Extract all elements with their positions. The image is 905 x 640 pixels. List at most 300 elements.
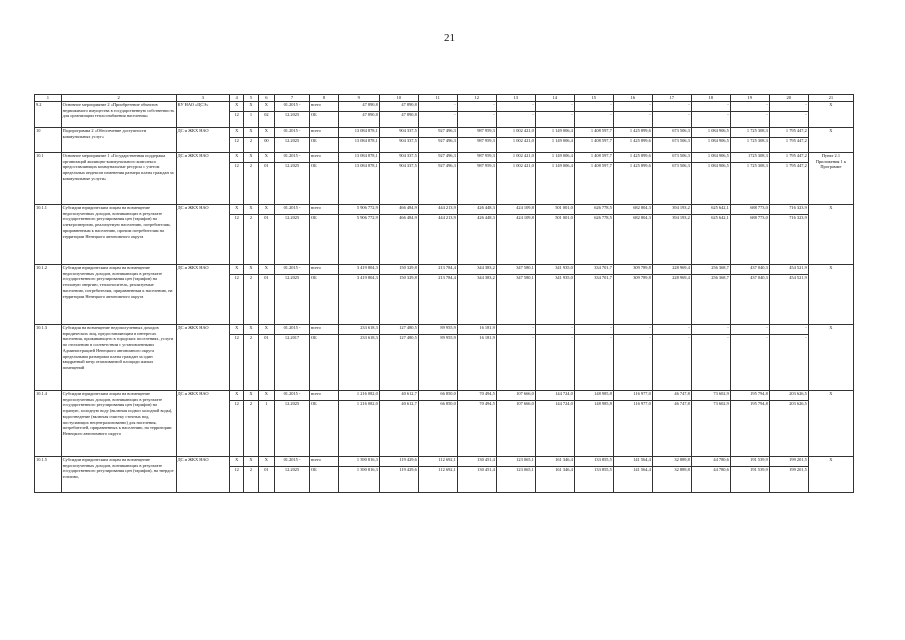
amount-cell: 5 906 772,9 bbox=[338, 204, 379, 214]
amount-cell: - bbox=[613, 334, 652, 390]
amount-cell: - bbox=[652, 101, 691, 111]
column-number: 17 bbox=[652, 95, 691, 102]
period: 12.2025 bbox=[275, 111, 310, 127]
amount-cell: 424 109,8 bbox=[496, 214, 535, 264]
amount-cell: - bbox=[691, 111, 730, 127]
amount-cell: 501 001,0 bbox=[535, 214, 574, 264]
note: Пункт 2.1 Приложения 1 к Программе bbox=[808, 152, 853, 204]
period: 01.2015 - bbox=[275, 152, 310, 162]
amount-cell: 437 040,3 bbox=[730, 274, 769, 324]
amount-cell: 987 959,3 bbox=[457, 152, 496, 162]
code-field-6: X bbox=[258, 204, 274, 214]
page-number: 21 bbox=[444, 32, 455, 44]
amount-cell: 256 368,7 bbox=[691, 264, 730, 274]
amount-cell: 1 390 816,3 bbox=[338, 456, 379, 466]
code-field-4: 12 bbox=[229, 334, 243, 390]
funding-source: ОБ bbox=[309, 214, 338, 264]
amount-cell: 454 521,9 bbox=[769, 274, 808, 324]
code-field-5: 2 bbox=[244, 274, 258, 324]
amount-cell: - bbox=[496, 101, 535, 111]
amount-cell: 199 201,5 bbox=[769, 466, 808, 492]
period: 01.2015 - bbox=[275, 324, 310, 334]
period: 01.2015 - bbox=[275, 456, 310, 466]
column-number: 1 bbox=[35, 95, 62, 102]
table-row bbox=[35, 264, 854, 274]
amount-cell: 625 642,1 bbox=[691, 204, 730, 214]
amount-cell: - bbox=[730, 101, 769, 111]
amount-cell: 199 201,5 bbox=[769, 456, 808, 466]
code-field-4: 12 bbox=[229, 162, 243, 204]
item-code: 10 bbox=[35, 127, 62, 152]
amount-cell: 309 789,8 bbox=[613, 264, 652, 274]
amount-cell: 1 084 906,5 bbox=[691, 162, 730, 204]
amount-cell: 904 337,5 bbox=[379, 162, 418, 204]
amount-cell: 1 084 906,5 bbox=[691, 127, 730, 137]
code-field-6: 01 bbox=[258, 214, 274, 264]
amount-cell: - bbox=[652, 324, 691, 334]
code-field-5: 1 bbox=[244, 111, 258, 127]
column-number: 14 bbox=[535, 95, 574, 102]
column-number: 6 bbox=[258, 95, 274, 102]
amount-cell: 40 612,7 bbox=[379, 400, 418, 456]
code-field-4: 12 bbox=[229, 466, 243, 492]
amount-cell: - bbox=[535, 324, 574, 334]
amount-cell: 89 955,9 bbox=[418, 324, 457, 334]
amount-cell: 150 329,8 bbox=[379, 274, 418, 324]
column-number: 21 bbox=[808, 95, 853, 102]
amount-cell: 73 602,9 bbox=[691, 400, 730, 456]
code-field-5: 2 bbox=[244, 400, 258, 456]
code-field-4: X bbox=[229, 127, 243, 137]
code-field-5: 2 bbox=[244, 466, 258, 492]
period: 01.2015 - bbox=[275, 204, 310, 214]
amount-cell: 1 408 597,7 bbox=[574, 162, 613, 204]
amount-cell: 987 959,3 bbox=[457, 162, 496, 204]
funding-source: ОБ bbox=[309, 111, 338, 127]
code-field-6: X bbox=[258, 324, 274, 334]
amount-cell: - bbox=[535, 101, 574, 111]
code-field-6: X bbox=[258, 101, 274, 111]
amount-cell: 70 494,5 bbox=[457, 400, 496, 456]
amount-cell: 673 506,3 bbox=[652, 127, 691, 137]
amount-cell: 1 795 447,2 bbox=[769, 137, 808, 152]
amount-cell: - bbox=[496, 324, 535, 334]
note: X bbox=[808, 324, 853, 390]
amount-cell: 141 564,4 bbox=[613, 466, 652, 492]
amount-cell: 1725 308,3 bbox=[730, 152, 769, 162]
amount-cell: 119 429,6 bbox=[379, 466, 418, 492]
amount-cell: 107 666,0 bbox=[496, 400, 535, 456]
code-field-4: X bbox=[229, 204, 243, 214]
amount-cell: 347 580,1 bbox=[496, 274, 535, 324]
note: X bbox=[808, 390, 853, 456]
amount-cell: 150 329,8 bbox=[379, 264, 418, 274]
amount-cell: - bbox=[535, 334, 574, 390]
amount-cell: 1 390 816,3 bbox=[338, 466, 379, 492]
code-field-5: X bbox=[244, 152, 258, 162]
code-field-5: 2 bbox=[244, 214, 258, 264]
amount-cell: 1 795 447,2 bbox=[769, 152, 808, 162]
amount-cell: - bbox=[652, 111, 691, 127]
executor: КУ НАО «ЦСЭ» bbox=[176, 101, 229, 127]
amount-cell: 1 002 421,0 bbox=[496, 162, 535, 204]
note: X bbox=[808, 264, 853, 324]
amount-cell: 1 216 082,0 bbox=[338, 390, 379, 400]
amount-cell: - bbox=[496, 111, 535, 127]
code-field-6: X bbox=[258, 152, 274, 162]
table-row bbox=[35, 204, 854, 214]
amount-cell: 626 778,5 bbox=[574, 204, 613, 214]
code-field-5: 2 bbox=[244, 334, 258, 390]
amount-cell: 1 408 597,7 bbox=[574, 127, 613, 137]
amount-cell: 116 977,0 bbox=[613, 400, 652, 456]
item-code: 10.1 bbox=[35, 152, 62, 204]
amount-cell: 141 564,4 bbox=[613, 456, 652, 466]
period: 12.2025 bbox=[275, 137, 310, 152]
code-field-4: X bbox=[229, 456, 243, 466]
item-name: Субсидии юридическим лицам на возмещение недополученных доходов, возникающих в результате государственного регулирования цен (тарифов), на твердое топливо, bbox=[61, 456, 176, 492]
amount-cell: 682 804,3 bbox=[613, 204, 652, 214]
amount-cell: 1 149 006,4 bbox=[535, 127, 574, 137]
amount-cell: 341 935,0 bbox=[535, 274, 574, 324]
amount-cell: 927 496,3 bbox=[418, 137, 457, 152]
code-field-4: 12 bbox=[229, 111, 243, 127]
amount-cell: 309 789,8 bbox=[613, 274, 652, 324]
amount-cell: - bbox=[691, 101, 730, 111]
amount-cell: 1 149 006,4 bbox=[535, 152, 574, 162]
amount-cell: - bbox=[535, 111, 574, 127]
amount-cell: 191 539,9 bbox=[730, 466, 769, 492]
period: 12.2025 bbox=[275, 214, 310, 264]
item-name: Подпрограмма 2 «Обеспечение доступности коммунальных услуг» bbox=[61, 127, 176, 152]
amount-cell: 426 448,3 bbox=[457, 204, 496, 214]
amount-cell: - bbox=[574, 101, 613, 111]
amount-cell: - bbox=[730, 324, 769, 334]
amount-cell: 233 618,3 bbox=[338, 324, 379, 334]
amount-cell: 44 780,6 bbox=[691, 456, 730, 466]
item-code: 10.1.4 bbox=[35, 390, 62, 456]
executor: ДС и ЖКХ НАО bbox=[176, 127, 229, 152]
funding-source: всего bbox=[309, 101, 338, 111]
amount-cell: 1 149 006,4 bbox=[535, 162, 574, 204]
amount-cell: 213 784,4 bbox=[418, 274, 457, 324]
amount-cell: 195 794,8 bbox=[730, 390, 769, 400]
amount-cell: 47 890,8 bbox=[379, 111, 418, 127]
budget-table bbox=[34, 94, 854, 493]
amount-cell: 927 496,3 bbox=[418, 127, 457, 137]
amount-cell: - bbox=[730, 111, 769, 127]
column-number: 9 bbox=[338, 95, 379, 102]
item-code: 9.2 bbox=[35, 101, 62, 127]
amount-cell: - bbox=[496, 334, 535, 390]
amount-cell: 426 448,3 bbox=[457, 214, 496, 264]
column-number: 5 bbox=[244, 95, 258, 102]
amount-cell: 424 109,8 bbox=[496, 204, 535, 214]
amount-cell: 688 773,0 bbox=[730, 204, 769, 214]
amount-cell: - bbox=[418, 111, 457, 127]
amount-cell: 1 795 447,2 bbox=[769, 162, 808, 204]
column-number: 8 bbox=[309, 95, 338, 102]
amount-cell: 347 580,1 bbox=[496, 264, 535, 274]
code-field-5: X bbox=[244, 264, 258, 274]
code-field-4: X bbox=[229, 390, 243, 400]
column-number: 11 bbox=[418, 95, 457, 102]
funding-source: ОБ bbox=[309, 334, 338, 390]
amount-cell: 148 985,8 bbox=[574, 400, 613, 456]
amount-cell: 13 084 878,1 bbox=[338, 162, 379, 204]
column-number: 7 bbox=[275, 95, 310, 102]
code-field-6: 01 bbox=[258, 162, 274, 204]
amount-cell: 228 969,4 bbox=[652, 264, 691, 274]
amount-cell: 133 855,5 bbox=[574, 466, 613, 492]
amount-cell: 344 383,2 bbox=[457, 264, 496, 274]
amount-cell: - bbox=[769, 111, 808, 127]
amount-cell: 66 850,0 bbox=[418, 400, 457, 456]
amount-cell: 904 337,5 bbox=[379, 127, 418, 137]
amount-cell: 191 539,9 bbox=[730, 456, 769, 466]
amount-cell: 927 496,3 bbox=[418, 152, 457, 162]
amount-cell: 682 804,3 bbox=[613, 214, 652, 264]
amount-cell: 466 484,9 bbox=[379, 214, 418, 264]
executor: ДС и ЖКХ НАО bbox=[176, 390, 229, 456]
amount-cell: 127 480,5 bbox=[379, 334, 418, 390]
code-field-4: 12 bbox=[229, 274, 243, 324]
funding-source: всего bbox=[309, 264, 338, 274]
amount-cell: 112 692,1 bbox=[418, 456, 457, 466]
amount-cell: - bbox=[691, 324, 730, 334]
amount-cell: 112 692,1 bbox=[418, 466, 457, 492]
code-field-5: X bbox=[244, 390, 258, 400]
table-row bbox=[35, 324, 854, 334]
code-field-4: X bbox=[229, 152, 243, 162]
period: 01.2015 - bbox=[275, 101, 310, 111]
amount-cell: 437 040,3 bbox=[730, 264, 769, 274]
amount-cell: 673 506,3 bbox=[652, 137, 691, 152]
amount-cell: 344 383,2 bbox=[457, 274, 496, 324]
amount-cell: 334 701,7 bbox=[574, 274, 613, 324]
amount-cell: 233 618,3 bbox=[338, 334, 379, 390]
amount-cell: 394 193,2 bbox=[652, 214, 691, 264]
note: X bbox=[808, 456, 853, 492]
amount-cell: - bbox=[574, 334, 613, 390]
funding-source: всего bbox=[309, 456, 338, 466]
amount-cell: 40 612,7 bbox=[379, 390, 418, 400]
amount-cell: 3 419 804,3 bbox=[338, 274, 379, 324]
amount-cell: 203 626,5 bbox=[769, 390, 808, 400]
amount-cell: 716 323,9 bbox=[769, 214, 808, 264]
amount-cell: 44 780,6 bbox=[691, 466, 730, 492]
column-number: 13 bbox=[496, 95, 535, 102]
period: 12.2025 bbox=[275, 400, 310, 456]
column-number: 3 bbox=[176, 95, 229, 102]
amount-cell: 673 506,3 bbox=[652, 152, 691, 162]
code-field-4: X bbox=[229, 101, 243, 111]
amount-cell: - bbox=[769, 334, 808, 390]
amount-cell: 1 425 899,6 bbox=[613, 127, 652, 137]
amount-cell: 1 425 899,6 bbox=[613, 152, 652, 162]
code-field-6: X bbox=[258, 456, 274, 466]
amount-cell: 688 773,0 bbox=[730, 214, 769, 264]
amount-cell: 123 065,1 bbox=[496, 466, 535, 492]
code-field-4: X bbox=[229, 324, 243, 334]
column-number-row bbox=[35, 95, 854, 102]
amount-cell: 73 602,9 bbox=[691, 390, 730, 400]
column-number: 19 bbox=[730, 95, 769, 102]
amount-cell: 1 725 308,3 bbox=[730, 162, 769, 204]
amount-cell: - bbox=[574, 111, 613, 127]
code-field-6: X bbox=[258, 390, 274, 400]
amount-cell: 5 906 772,9 bbox=[338, 214, 379, 264]
period: 01.2015 - bbox=[275, 390, 310, 400]
amount-cell: 107 666,0 bbox=[496, 390, 535, 400]
amount-cell: - bbox=[691, 334, 730, 390]
amount-cell: 501 001,0 bbox=[535, 204, 574, 214]
amount-cell: 148 985,8 bbox=[574, 390, 613, 400]
amount-cell: - bbox=[769, 324, 808, 334]
amount-cell: - bbox=[730, 334, 769, 390]
executor: ДС и ЖКХ НАО bbox=[176, 204, 229, 264]
amount-cell: 1 084 906,5 bbox=[691, 152, 730, 162]
column-number: 12 bbox=[457, 95, 496, 102]
amount-cell: 716 323,9 bbox=[769, 204, 808, 214]
amount-cell: 987 959,3 bbox=[457, 127, 496, 137]
column-number: 20 bbox=[769, 95, 808, 102]
funding-source: всего bbox=[309, 324, 338, 334]
executor: ДС и ЖКХ НАО bbox=[176, 264, 229, 324]
amount-cell: 144 724,0 bbox=[535, 390, 574, 400]
amount-cell: - bbox=[613, 101, 652, 111]
amount-cell: - bbox=[457, 111, 496, 127]
note: X bbox=[808, 101, 853, 127]
amount-cell: 16 181,9 bbox=[457, 324, 496, 334]
period: 12.2025 bbox=[275, 162, 310, 204]
amount-cell: 626 778,5 bbox=[574, 214, 613, 264]
amount-cell: 116 977,0 bbox=[613, 390, 652, 400]
amount-cell: 203 626,5 bbox=[769, 400, 808, 456]
amount-cell: 13 084 878,1 bbox=[338, 137, 379, 152]
funding-source: ОБ bbox=[309, 162, 338, 204]
item-code: 10.1.3 bbox=[35, 324, 62, 390]
column-number: 4 bbox=[229, 95, 243, 102]
item-name: Субсидии юридическим лицам на возмещение недополученных доходов, возникающих в результате государственного регулирования цен (тарифов) на тепловую энергию, теплоноситель, реализуемые населению, потребителям, приравненным к населению, на территории Ненецкого автономного округа bbox=[61, 264, 176, 324]
amount-cell: 130 451,4 bbox=[457, 456, 496, 466]
code-field-6: 01 bbox=[258, 274, 274, 324]
amount-cell: 341 935,0 bbox=[535, 264, 574, 274]
amount-cell: 47 890,8 bbox=[338, 101, 379, 111]
amount-cell: 46 747,8 bbox=[652, 390, 691, 400]
funding-source: всего bbox=[309, 152, 338, 162]
table-row bbox=[35, 127, 854, 137]
amount-cell: 1 149 006,4 bbox=[535, 137, 574, 152]
amount-cell: - bbox=[613, 111, 652, 127]
amount-cell: 1 725 308,3 bbox=[730, 137, 769, 152]
amount-cell: 1 725 308,3 bbox=[730, 127, 769, 137]
amount-cell: 1 084 906,5 bbox=[691, 137, 730, 152]
amount-cell: - bbox=[574, 324, 613, 334]
code-field-5: X bbox=[244, 101, 258, 111]
table-row bbox=[35, 456, 854, 466]
code-field-4: X bbox=[229, 264, 243, 274]
code-field-6: 1 bbox=[258, 400, 274, 456]
amount-cell: 466 484,9 bbox=[379, 204, 418, 214]
amount-cell: 70 494,5 bbox=[457, 390, 496, 400]
item-name: Субсидия на возмещение недополученных доходов юридических лиц, предоставляющим в интересах населения, проживающего в городских поселениях, услуги по отоплению в соответствии с установленными Администрацией Ненецкого автономного округа предельными размерами платы граждан за один квадратный метр отапливаемой площади жилых помещений bbox=[61, 324, 176, 390]
amount-cell: 133 855,5 bbox=[574, 456, 613, 466]
amount-cell: 195 794,8 bbox=[730, 400, 769, 456]
amount-cell: 13 084 878,1 bbox=[338, 127, 379, 137]
amount-cell: 1 425 899,6 bbox=[613, 137, 652, 152]
column-number: 16 bbox=[613, 95, 652, 102]
amount-cell: 47 890,8 bbox=[338, 111, 379, 127]
code-field-4: 12 bbox=[229, 137, 243, 152]
amount-cell: 13 084 878,1 bbox=[338, 152, 379, 162]
amount-cell: 904 337,5 bbox=[379, 137, 418, 152]
item-code: 10.1.1 bbox=[35, 204, 62, 264]
amount-cell: 1 002 421,0 bbox=[496, 137, 535, 152]
amount-cell: 256 368,7 bbox=[691, 274, 730, 324]
funding-source: ОБ bbox=[309, 274, 338, 324]
amount-cell: 444 213,9 bbox=[418, 214, 457, 264]
column-number: 15 bbox=[574, 95, 613, 102]
item-name: Субсидии юридическим лицам на возмещение недополученных доходов, возникающих в результате государственного регулирования цен (тарифов) на электроэнергию, реализуемую населению, потребителям, приравненным к населению, прочим потребителям на территории Ненецкого автономного округа bbox=[61, 204, 176, 264]
column-number: 10 bbox=[379, 95, 418, 102]
amount-cell: 16 181,9 bbox=[457, 334, 496, 390]
amount-cell: - bbox=[457, 101, 496, 111]
executor: ДС и ЖКХ НАО bbox=[176, 456, 229, 492]
item-name: Основное мероприятие 2 «Приобретение объектов недвижимого имущества в государственную собственность для организации теплоснабжения населения» bbox=[61, 101, 176, 127]
code-field-6: X bbox=[258, 127, 274, 137]
code-field-5: X bbox=[244, 324, 258, 334]
funding-source: ОБ bbox=[309, 400, 338, 456]
amount-cell: 444 213,9 bbox=[418, 204, 457, 214]
note: X bbox=[808, 204, 853, 264]
table-row bbox=[35, 390, 854, 400]
amount-cell: 1 216 082,0 bbox=[338, 400, 379, 456]
column-number: 2 bbox=[61, 95, 176, 102]
amount-cell: 927 496,3 bbox=[418, 162, 457, 204]
note: X bbox=[808, 127, 853, 152]
amount-cell: 47 890,8 bbox=[379, 101, 418, 111]
amount-cell: 46 747,8 bbox=[652, 400, 691, 456]
code-field-4: 12 bbox=[229, 214, 243, 264]
amount-cell: 228 969,4 bbox=[652, 274, 691, 324]
period: 12.2017 bbox=[275, 334, 310, 390]
amount-cell: 1 408 597,7 bbox=[574, 137, 613, 152]
amount-cell: 32 889,8 bbox=[652, 466, 691, 492]
amount-cell: - bbox=[613, 324, 652, 334]
amount-cell: 161 346,4 bbox=[535, 466, 574, 492]
amount-cell: 130 451,4 bbox=[457, 466, 496, 492]
funding-source: ОБ bbox=[309, 137, 338, 152]
executor: ДС и ЖКХ НАО bbox=[176, 152, 229, 204]
funding-source: всего bbox=[309, 204, 338, 214]
amount-cell: 213 784,4 bbox=[418, 264, 457, 274]
table-row bbox=[35, 152, 854, 162]
amount-cell: 673 506,3 bbox=[652, 162, 691, 204]
amount-cell: 119 429,6 bbox=[379, 456, 418, 466]
amount-cell: 1 002 421,0 bbox=[496, 127, 535, 137]
amount-cell: - bbox=[769, 101, 808, 111]
code-field-6: X bbox=[258, 264, 274, 274]
amount-cell: 144 724,0 bbox=[535, 400, 574, 456]
amount-cell: 66 850,0 bbox=[418, 390, 457, 400]
period: 12.2025 bbox=[275, 466, 310, 492]
code-field-6: 02 bbox=[258, 111, 274, 127]
code-field-5: 2 bbox=[244, 162, 258, 204]
amount-cell: 454 521,9 bbox=[769, 264, 808, 274]
amount-cell: 123 065,1 bbox=[496, 456, 535, 466]
amount-cell: - bbox=[418, 101, 457, 111]
